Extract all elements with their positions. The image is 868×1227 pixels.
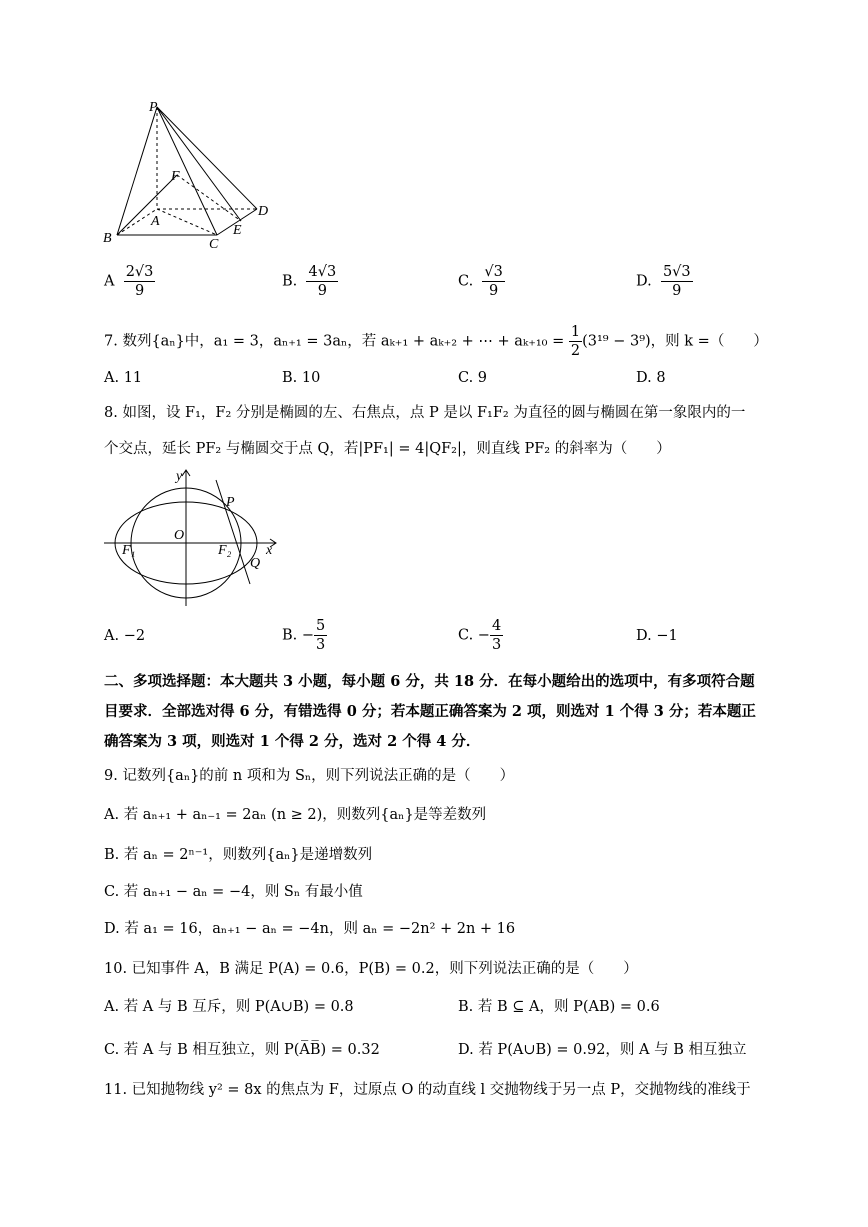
axis-y-label: y: [176, 469, 183, 484]
q10-option-d: D. 若 P(A∪B) = 0.92，则 A 与 B 相互独立: [458, 1042, 747, 1058]
q10-option-a: A. 若 A 与 B 互斥，则 P(A∪B) = 0.8: [104, 999, 354, 1015]
q9-stem: 9. 记数列{aₙ}的前 n 项和为 Sₙ，则下列说法正确的是（ ）: [104, 768, 515, 784]
label-A: A: [151, 214, 160, 229]
q6-c-fraction: $\frac{√3}{9}$: [484, 264, 503, 299]
label-C: C: [209, 237, 219, 252]
q7-option-c: C. 9: [458, 370, 488, 386]
q10-option-c: C. 若 A 与 B 相互独立，则 P(A̅B̅) = 0.32: [104, 1042, 380, 1058]
q10-option-b: B. 若 B ⊆ A，则 P(AB) = 0.6: [458, 999, 660, 1015]
q9-option-b: B. 若 aₙ = 2ⁿ⁻¹，则数列{aₙ}是递增数列: [104, 847, 373, 863]
q7-option-d: D. 8: [636, 370, 666, 386]
q7-stem: 7. 数列{aₙ}中，a₁ = 3，aₙ₊₁ = 3aₙ，若 aₖ₊₁ + aₖ₊₂ + ⋯ + aₖ₊₁₀ = $\frac{1}{2}$ (3¹⁹ − 3⁹)，则 k =（ ）: [104, 324, 768, 359]
q6-a-fraction: $\frac{2√3}{9}$: [125, 264, 154, 299]
label-D: D: [258, 204, 269, 219]
q8-line-2: 个交点，延长 PF₂ 与椭圆交于点 Q，若|PF₁| = 4|QF₂|，则直线 PF₂ 的斜率为（ ）: [104, 441, 671, 457]
section2-line-3: 确答案为 3 项，则选对 1 个得 2 分，选对 2 个得 4 分．: [104, 733, 481, 750]
focus-F2-label: F₂: [218, 543, 232, 558]
q8-option-c: C. − $\frac{4}{3}$: [458, 618, 502, 653]
q6-option-c: C. $\frac{√3}{9}$: [458, 264, 503, 299]
label-P: P: [149, 100, 158, 115]
q10-stem: 10. 已知事件 A，B 满足 P(A) = 0.6，P(B) = 0.2，则下列说法正确的是（ ）: [104, 961, 638, 977]
point-P-label: P: [226, 495, 235, 510]
q8-option-a: A. −2: [104, 628, 146, 644]
q7-option-b: B. 10: [282, 370, 321, 386]
focus-F1-label: F₁: [122, 543, 136, 558]
q8-option-b: B. − $\frac{5}{3}$: [282, 618, 326, 653]
origin-label: O: [174, 528, 185, 543]
ellipse-figure: [100, 466, 290, 610]
q6-option-b: B. $\frac{4√3}{9}$: [282, 264, 337, 299]
q9-option-d: D. 若 a₁ = 16，aₙ₊₁ − aₙ = −4n，则 aₙ = −2n² + 2n + 16: [104, 921, 516, 937]
section2-line-1: 二、多项选择题：本大题共 3 小题，每小题 6 分，共 18 分．在每小题给出的选项中，有多项符合题: [104, 673, 755, 690]
point-Q-label: Q: [250, 556, 261, 571]
label-E: E: [233, 223, 242, 238]
q8-line-1: 8. 如图，设 F₁，F₂ 分别是椭圆的左、右焦点，点 P 是以 F₁F₂ 为直径的圆与椭圆在第一象限内的一: [104, 405, 746, 421]
axis-x-label: x: [266, 543, 273, 558]
q6-d-fraction: $\frac{5√3}{9}$: [662, 264, 691, 299]
q8-c-fraction: $\frac{4}{3}$: [491, 618, 502, 653]
q11-stem: 11. 已知抛物线 y² = 8x 的焦点为 F，过原点 O 的动直线 l 交抛物线于另一点 P，交抛物线的准线于: [104, 1082, 751, 1098]
q8-b-fraction: $\frac{5}{3}$: [316, 618, 326, 653]
section2-line-2: 目要求．全部选对得 6 分，有错选得 0 分；若本题正确答案为 2 项，则选对 1 个得 3 分；若本题正: [104, 703, 756, 720]
q9-option-c: C. 若 aₙ₊₁ − aₙ = −4，则 Sₙ 有最小值: [104, 884, 363, 900]
q8-option-d: D. −1: [636, 628, 678, 644]
q9-option-a: A. 若 aₙ₊₁ + aₙ₋₁ = 2aₙ (n ≥ 2)，则数列{aₙ}是等差数列: [104, 807, 487, 823]
q7-fraction: $\frac{1}{2}$: [570, 324, 581, 359]
pyramid-figure: [95, 95, 285, 255]
label-B: B: [103, 231, 112, 246]
q7-option-a: A. 11: [104, 370, 143, 386]
label-F: F: [171, 169, 180, 184]
q6-option-d: D. $\frac{5√3}{9}$: [636, 264, 691, 299]
q6-b-fraction: $\frac{4√3}{9}$: [308, 264, 337, 299]
q6-option-a: A $\frac{2√3}{9}$: [104, 264, 154, 299]
